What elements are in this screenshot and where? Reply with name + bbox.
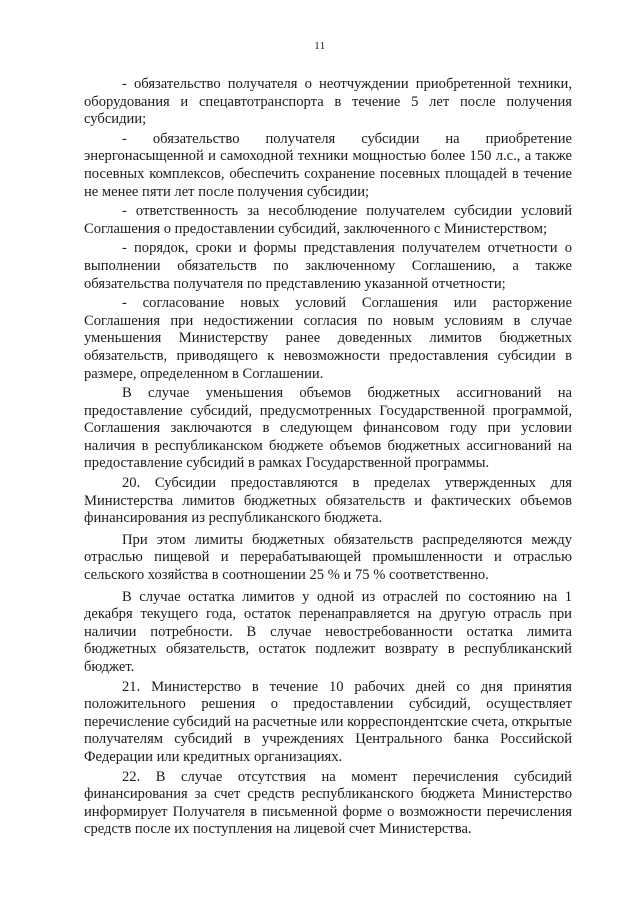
document-body (84, 76, 572, 841)
paragraph-reporting: - порядок, сроки и формы представления получателем отчетности о выполнении обязательств по заключенному Соглашению, а также обязательства получателя по представлению указанной отчетности; (84, 240, 572, 292)
paragraph-section-20: 20. Субсидии предоставляются в пределах утвержденных для Министерства лимитов бюджетных обязательств и фактических объемов финансирования из республиканского бюджета. (84, 475, 572, 527)
paragraph-limits-remainder: В случае остатка лимитов у одной из отраслей по состоянию на 1 декабря текущего года, остаток перенаправляется на другую отрасль при наличии потребности. В случае невостребованности остатка лимита бюджетных обязательств, остаток подлежит возврату в республиканский бюджет. (84, 588, 572, 675)
paragraph-new-conditions: - согласование новых условий Соглашения или расторжение Соглашения при недостижении согласия по новым условиям в случае уменьшения Министерству ранее доведенных лимитов бюджетных обязательств, приводящего к невозможности предоставления субсидии в размере, определенном в Соглашении. (84, 295, 572, 382)
paragraph-limits-distribution: При этом лимиты бюджетных обязательств распределяются между отраслью пищевой и перерабатывающей промышленности и отраслью сельского хозяйства в соотношении 25 % и 75 % соответственно. (84, 531, 572, 584)
paragraph-section-21: 21. Министерство в течение 10 рабочих дней со дня принятия положительного решения о предоставлении субсидий, осуществляет перечисление субсидий на расчетные или корреспондентские счета, открытые получателям субсидий в учреждениях Центрального банка Российской Федерации или кредитных организациях. (84, 678, 572, 765)
paragraph-obligation-sown-areas: - обязательство получателя субсидии на приобретение энергонасыщенной и самоходной техники мощностью более 150 л.с., а также посевных комплексов, обеспечить сохранение посевных площадей в течение не менее пяти лет после получения субсидии; (84, 130, 572, 200)
paragraph-obligation-no-alienation: - обязательство получателя о неотчуждении приобретенной техники, оборудования и спецавтотранспорта в течение 5 лет после получения субсидии; (84, 76, 572, 128)
paragraph-section-22: 22. В случае отсутствия на момент перечисления субсидий финансирования за счет средств республиканского бюджета Министерство информирует Получателя в письменной форме о возможности перечисления средств после их поступления на лицевой счет Министерства. (84, 768, 572, 838)
page-number: 11 (314, 40, 326, 52)
paragraph-budget-reduction: В случае уменьшения объемов бюджетных ассигнований на предоставление субсидий, предусмотренных Государственной программой, Соглашения заключаются в следующем финансовом году при условии наличия в республиканском бюджете объемов бюджетных ассигнований на предоставление субсидий в рамках Государственной программы. (84, 385, 572, 472)
paragraph-responsibility: - ответственность за несоблюдение получателем субсидии условий Соглашения о предоставлении субсидий, заключенного с Министерством; (84, 203, 572, 237)
